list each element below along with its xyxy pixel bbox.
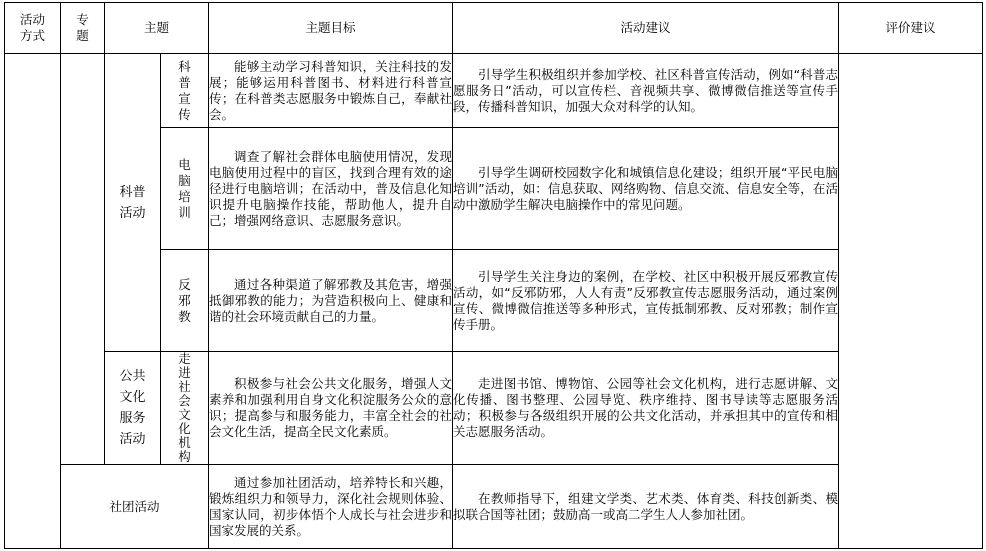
header-goal: 主题目标 bbox=[209, 3, 453, 54]
suggestion-cell: 在教师指导下，组建文学类、艺术类、体育类、科技创新类、模拟联合国等社团；鼓励高一或高二学生人人参加社团。 bbox=[453, 465, 839, 549]
header-special: 专题 bbox=[61, 3, 105, 54]
activity-table bbox=[4, 2, 983, 549]
goal-cell: 通过参加社团活动，培养特长和兴趣，锻炼组织力和领导力，深化社会规则体验、国家认同，初步体悟个人成长与社会进步和国家发展的关系。 bbox=[209, 465, 453, 549]
header-evaluation: 评价建议 bbox=[839, 3, 983, 54]
goal-cell: 通过各种渠道了解邪教及其危害，增强抵御邪教的能力；为营造积极向上、健康和谐的社会环境贡献自己的力量。 bbox=[209, 250, 453, 352]
club-label: 社团活动 bbox=[61, 465, 209, 549]
suggestion-cell: 引导学生关注身边的案例，在学校、社区中积极开展反邪教宣传活动，如“反邪防邪，人人有责”反邪教宣传志愿服务活动，通过案例宣传、微博微信推送等多种形式，宣传抵制邪教、反对邪教；制作宣传手册。 bbox=[453, 250, 839, 352]
topic-cell: 科普宣传 bbox=[161, 54, 209, 128]
suggestion-cell: 走进图书馆、博物馆、公园等社会文化机构，进行志愿讲解、文化传播、图书整理、公园导览、秩序维持、图书导读等志愿服务活动；积极参与各级组织开展的公共文化活动，并承担其中的宣传和相关志愿服务活动。 bbox=[453, 352, 839, 465]
evaluation-cell bbox=[839, 54, 983, 549]
topic-cell: 反邪教 bbox=[161, 250, 209, 352]
goal-cell: 调查了解社会群体电脑使用情况，发现电脑使用过程中的盲区，找到合理有效的途径进行电脑培训；在活动中，普及信息化知识提升电脑操作技能，帮助他人，提升自己；增强网络意识、志愿服务意识。 bbox=[209, 128, 453, 250]
category-culture: 公共文化服务活动 bbox=[105, 352, 161, 465]
header-theme: 主题 bbox=[105, 3, 209, 54]
header-suggestion: 活动建议 bbox=[453, 3, 839, 54]
header-row bbox=[5, 3, 983, 54]
suggestion-cell: 引导学生积极组织并参加学校、社区科普宣传活动，例如“科普志愿服务日”活动，可以宣传栏、音视频共享、微博微信推送等宣传手段，传播科普知识，加强大众对科学的认知。 bbox=[453, 54, 839, 128]
header-mode: 活动方式 bbox=[5, 3, 61, 54]
category-science: 科普活动 bbox=[105, 54, 161, 352]
goal-cell: 能够主动学习科普知识，关注科技的发展；能够运用科普图书、材料进行科普宣传；在科普类志愿服务中锻炼自己，奉献社会。 bbox=[209, 54, 453, 128]
suggestion-cell: 引导学生调研校园数字化和城镇信息化建设；组织开展“平民电脑培训”活动，如：信息获取、网络购物、信息交流、信息安全等，在活动中激励学生解决电脑操作中的常见问题。 bbox=[453, 128, 839, 250]
table-row bbox=[5, 465, 983, 549]
topic-cell: 电脑培训 bbox=[161, 128, 209, 250]
table-row bbox=[5, 54, 983, 128]
topic-cell: 走进社会文化机构 bbox=[161, 352, 209, 465]
table-row bbox=[5, 352, 983, 465]
goal-cell: 积极参与社会公共文化服务，增强人文素养和加强利用自身文化积淀服务公众的意识；提高参与和服务能力，丰富全社会的社会文化生活，提高全民文化素质。 bbox=[209, 352, 453, 465]
special-cell bbox=[61, 54, 105, 465]
mode-cell bbox=[5, 54, 61, 549]
